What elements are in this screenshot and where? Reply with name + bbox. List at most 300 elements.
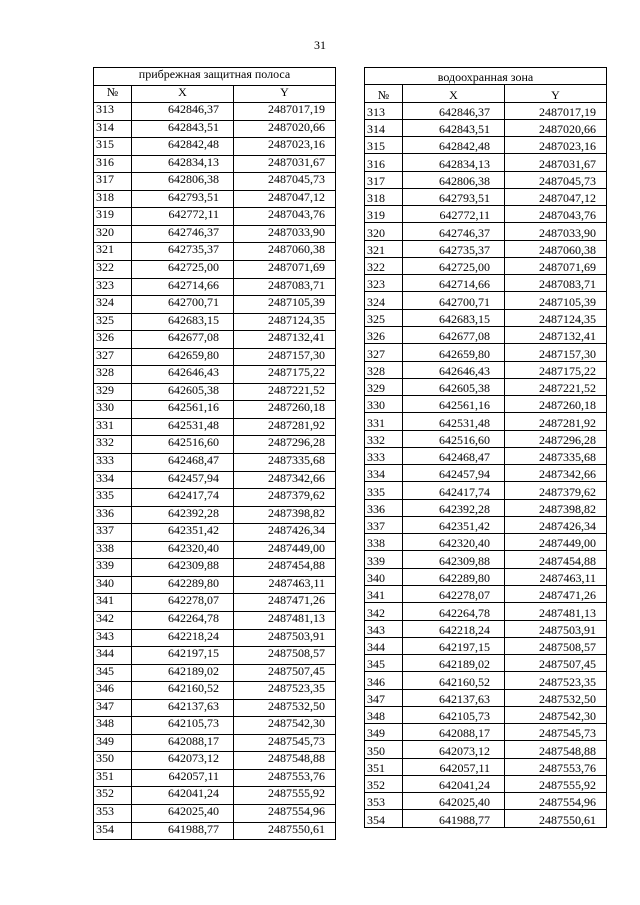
table-row (94, 401, 336, 419)
y-coordinate-cell: 2487503,91 (505, 620, 607, 637)
point-number-cell: 340 (94, 576, 132, 594)
x-coordinate-cell: 642516,60 (403, 430, 505, 447)
x-coordinate-cell: 642025,40 (403, 793, 505, 810)
table-row (365, 344, 607, 361)
y-coordinate-cell: 2487449,00 (505, 534, 607, 551)
y-coordinate-cell: 2487398,82 (505, 499, 607, 516)
point-number-cell: 343 (365, 620, 403, 637)
table-row (365, 655, 607, 672)
x-coordinate-cell: 642714,66 (132, 278, 234, 296)
table-row (94, 243, 336, 261)
column-header-num: № (365, 85, 403, 102)
point-number-cell: 315 (365, 137, 403, 154)
x-coordinate-cell: 642392,28 (403, 499, 505, 516)
table-title-row (94, 68, 336, 86)
x-coordinate-cell: 642105,73 (403, 706, 505, 723)
table-row (365, 240, 607, 257)
x-coordinate-cell: 642843,51 (403, 119, 505, 136)
point-number-cell: 314 (365, 119, 403, 136)
x-coordinate-cell: 642842,48 (132, 138, 234, 156)
y-coordinate-cell: 2487060,38 (234, 243, 336, 261)
point-number-cell: 320 (365, 223, 403, 240)
y-coordinate-cell: 2487043,76 (505, 206, 607, 223)
table-row (94, 366, 336, 384)
table-row (94, 471, 336, 489)
table-row (94, 296, 336, 314)
point-number-cell: 330 (94, 401, 132, 419)
x-coordinate-cell: 642025,40 (132, 804, 234, 822)
point-number-cell: 323 (365, 275, 403, 292)
y-coordinate-cell: 2487335,68 (234, 454, 336, 472)
table-row (365, 775, 607, 792)
y-coordinate-cell: 2487105,39 (505, 292, 607, 309)
point-number-cell: 338 (365, 534, 403, 551)
x-coordinate-cell: 642073,12 (403, 741, 505, 758)
point-number-cell: 350 (94, 752, 132, 770)
x-coordinate-cell: 642746,37 (132, 225, 234, 243)
y-coordinate-cell: 2487523,35 (505, 672, 607, 689)
x-coordinate-cell: 642289,80 (132, 576, 234, 594)
point-number-cell: 349 (94, 734, 132, 752)
x-coordinate-cell: 642417,74 (132, 489, 234, 507)
point-number-cell: 332 (94, 436, 132, 454)
point-number-cell: 332 (365, 430, 403, 447)
y-coordinate-cell: 2487124,35 (505, 309, 607, 326)
y-coordinate-cell: 2487454,88 (234, 559, 336, 577)
table-row (94, 664, 336, 682)
y-coordinate-cell: 2487105,39 (234, 296, 336, 314)
table-row (365, 672, 607, 689)
y-coordinate-cell: 2487132,41 (505, 326, 607, 343)
table-row (94, 225, 336, 243)
y-coordinate-cell: 2487296,28 (234, 436, 336, 454)
y-coordinate-cell: 2487023,16 (505, 137, 607, 154)
y-coordinate-cell: 2487426,34 (505, 516, 607, 533)
y-coordinate-cell: 2487071,69 (234, 261, 336, 279)
point-number-cell: 343 (94, 629, 132, 647)
y-coordinate-cell: 2487342,66 (505, 465, 607, 482)
y-coordinate-cell: 2487555,92 (234, 787, 336, 805)
point-number-cell: 350 (365, 741, 403, 758)
y-coordinate-cell: 2487550,61 (234, 822, 336, 840)
table-row (365, 516, 607, 533)
table-row (94, 348, 336, 366)
table-row (365, 499, 607, 516)
point-number-cell: 313 (365, 102, 403, 119)
point-number-cell: 322 (94, 261, 132, 279)
point-number-cell: 333 (365, 447, 403, 464)
table-row (94, 489, 336, 507)
x-coordinate-cell: 642714,66 (403, 275, 505, 292)
x-coordinate-cell: 641988,77 (132, 822, 234, 840)
x-coordinate-cell: 642160,52 (403, 672, 505, 689)
point-number-cell: 348 (365, 706, 403, 723)
y-coordinate-cell: 2487508,57 (505, 637, 607, 654)
y-coordinate-cell: 2487342,66 (234, 471, 336, 489)
y-coordinate-cell: 2487157,30 (234, 348, 336, 366)
x-coordinate-cell: 642772,11 (132, 208, 234, 226)
x-coordinate-cell: 642088,17 (403, 724, 505, 741)
y-coordinate-cell: 2487523,35 (234, 682, 336, 700)
point-number-cell: 347 (94, 699, 132, 717)
table-row (365, 430, 607, 447)
y-coordinate-cell: 2487542,30 (505, 706, 607, 723)
table-row (94, 682, 336, 700)
point-number-cell: 341 (94, 594, 132, 612)
table-row (365, 568, 607, 585)
table-header-row (94, 85, 336, 103)
x-coordinate-cell: 642197,15 (403, 637, 505, 654)
table-row (365, 551, 607, 568)
table-row (365, 275, 607, 292)
table-row (94, 278, 336, 296)
table-row (94, 752, 336, 770)
table-row (365, 154, 607, 171)
y-coordinate-cell: 2487047,12 (234, 190, 336, 208)
x-coordinate-cell: 642137,63 (132, 699, 234, 717)
point-number-cell: 331 (365, 413, 403, 430)
table-row (94, 524, 336, 542)
y-coordinate-cell: 2487221,52 (234, 383, 336, 401)
y-coordinate-cell: 2487532,50 (234, 699, 336, 717)
point-number-cell: 345 (94, 664, 132, 682)
table-row (365, 309, 607, 326)
point-number-cell: 328 (365, 361, 403, 378)
x-coordinate-cell: 642700,71 (132, 296, 234, 314)
table-row (94, 103, 336, 121)
column-header-x: X (403, 85, 505, 102)
y-coordinate-cell: 2487548,88 (505, 741, 607, 758)
y-coordinate-cell: 2487260,18 (234, 401, 336, 419)
point-number-cell: 322 (365, 257, 403, 274)
table-row (94, 208, 336, 226)
x-coordinate-cell: 642561,16 (403, 396, 505, 413)
x-coordinate-cell: 642806,38 (403, 171, 505, 188)
x-coordinate-cell: 642677,08 (403, 326, 505, 343)
page-number: 31 (314, 38, 326, 52)
y-coordinate-cell: 2487426,34 (234, 524, 336, 542)
x-coordinate-cell: 642309,88 (403, 551, 505, 568)
x-coordinate-cell: 642264,78 (132, 611, 234, 629)
y-coordinate-cell: 2487471,26 (234, 594, 336, 612)
y-coordinate-cell: 2487020,66 (505, 119, 607, 136)
table-row (94, 734, 336, 752)
point-number-cell: 333 (94, 454, 132, 472)
x-coordinate-cell: 642160,52 (132, 682, 234, 700)
x-coordinate-cell: 642278,07 (132, 594, 234, 612)
x-coordinate-cell: 642264,78 (403, 603, 505, 620)
point-number-cell: 321 (94, 243, 132, 261)
y-coordinate-cell: 2487281,92 (234, 418, 336, 436)
table-row (94, 313, 336, 331)
point-number-cell: 342 (365, 603, 403, 620)
y-coordinate-cell: 2487548,88 (234, 752, 336, 770)
x-coordinate-cell: 642846,37 (403, 102, 505, 119)
x-coordinate-cell: 642683,15 (132, 313, 234, 331)
x-coordinate-cell: 642516,60 (132, 436, 234, 454)
point-number-cell: 336 (365, 499, 403, 516)
point-number-cell: 334 (94, 471, 132, 489)
table-row (365, 793, 607, 810)
y-coordinate-cell: 2487031,67 (505, 154, 607, 171)
column-header-y: Y (234, 85, 336, 103)
y-coordinate-cell: 2487132,41 (234, 331, 336, 349)
x-coordinate-cell: 642646,43 (403, 361, 505, 378)
x-coordinate-cell: 642197,15 (132, 647, 234, 665)
table-row (365, 257, 607, 274)
point-number-cell: 324 (365, 292, 403, 309)
y-coordinate-cell: 2487463,11 (234, 576, 336, 594)
left-table-body (94, 68, 336, 840)
point-number-cell: 323 (94, 278, 132, 296)
table-row (94, 436, 336, 454)
point-number-cell: 337 (365, 516, 403, 533)
x-coordinate-cell: 642700,71 (403, 292, 505, 309)
y-coordinate-cell: 2487545,73 (505, 724, 607, 741)
coastal-protection-strip-table (93, 67, 336, 840)
table-row (365, 603, 607, 620)
y-coordinate-cell: 2487553,76 (505, 758, 607, 775)
x-coordinate-cell: 642041,24 (132, 787, 234, 805)
x-coordinate-cell: 642735,37 (403, 240, 505, 257)
point-number-cell: 335 (94, 489, 132, 507)
y-coordinate-cell: 2487507,45 (505, 655, 607, 672)
point-number-cell: 345 (365, 655, 403, 672)
y-coordinate-cell: 2487553,76 (234, 769, 336, 787)
y-coordinate-cell: 2487454,88 (505, 551, 607, 568)
y-coordinate-cell: 2487463,11 (505, 568, 607, 585)
y-coordinate-cell: 2487060,38 (505, 240, 607, 257)
point-number-cell: 319 (94, 208, 132, 226)
x-coordinate-cell: 642531,48 (403, 413, 505, 430)
point-number-cell: 325 (365, 309, 403, 326)
point-number-cell: 326 (94, 331, 132, 349)
table-row (365, 741, 607, 758)
point-number-cell: 341 (365, 585, 403, 602)
table-row (365, 706, 607, 723)
x-coordinate-cell: 642278,07 (403, 585, 505, 602)
table-row (94, 261, 336, 279)
x-coordinate-cell: 642189,02 (403, 655, 505, 672)
table-row (365, 758, 607, 775)
x-coordinate-cell: 642105,73 (132, 717, 234, 735)
coastal-protection-strip-table-block (93, 67, 336, 840)
x-coordinate-cell: 642725,00 (403, 257, 505, 274)
y-coordinate-cell: 2487221,52 (505, 378, 607, 395)
x-coordinate-cell: 642457,94 (403, 465, 505, 482)
table-row (365, 223, 607, 240)
table-row (365, 482, 607, 499)
table-row (94, 717, 336, 735)
point-number-cell: 331 (94, 418, 132, 436)
y-coordinate-cell: 2487043,76 (234, 208, 336, 226)
y-coordinate-cell: 2487017,19 (234, 103, 336, 121)
x-coordinate-cell: 642531,48 (132, 418, 234, 436)
x-coordinate-cell: 642659,80 (132, 348, 234, 366)
table-row (365, 171, 607, 188)
table-row (94, 629, 336, 647)
point-number-cell: 338 (94, 541, 132, 559)
table-row (365, 620, 607, 637)
x-coordinate-cell: 642683,15 (403, 309, 505, 326)
x-coordinate-cell: 642417,74 (403, 482, 505, 499)
table-row (365, 810, 607, 827)
point-number-cell: 337 (94, 524, 132, 542)
x-coordinate-cell: 642468,47 (403, 447, 505, 464)
point-number-cell: 335 (365, 482, 403, 499)
y-coordinate-cell: 2487175,22 (234, 366, 336, 384)
point-number-cell: 317 (94, 173, 132, 191)
y-coordinate-cell: 2487554,96 (505, 793, 607, 810)
x-coordinate-cell: 642772,11 (403, 206, 505, 223)
x-coordinate-cell: 642351,42 (132, 524, 234, 542)
x-coordinate-cell: 642605,38 (132, 383, 234, 401)
point-number-cell: 316 (365, 154, 403, 171)
point-number-cell: 317 (365, 171, 403, 188)
y-coordinate-cell: 2487124,35 (234, 313, 336, 331)
y-coordinate-cell: 2487033,90 (505, 223, 607, 240)
x-coordinate-cell: 642289,80 (403, 568, 505, 585)
point-number-cell: 344 (94, 647, 132, 665)
x-coordinate-cell: 642041,24 (403, 775, 505, 792)
table-row (365, 188, 607, 205)
y-coordinate-cell: 2487550,61 (505, 810, 607, 827)
x-coordinate-cell: 642605,38 (403, 378, 505, 395)
point-number-cell: 329 (365, 378, 403, 395)
table-row (94, 576, 336, 594)
point-number-cell: 330 (365, 396, 403, 413)
point-number-cell: 334 (365, 465, 403, 482)
x-coordinate-cell: 642646,43 (132, 366, 234, 384)
point-number-cell: 328 (94, 366, 132, 384)
y-coordinate-cell: 2487083,71 (505, 275, 607, 292)
x-coordinate-cell: 642834,13 (132, 155, 234, 173)
water-protection-zone-table (364, 67, 607, 828)
table-row (365, 137, 607, 154)
y-coordinate-cell: 2487017,19 (505, 102, 607, 119)
table-row (94, 155, 336, 173)
x-coordinate-cell: 642842,48 (403, 137, 505, 154)
water-protection-zone-table-block (364, 67, 607, 828)
point-number-cell: 313 (94, 103, 132, 121)
y-coordinate-cell: 2487532,50 (505, 689, 607, 706)
table-row (94, 173, 336, 191)
table-row (94, 822, 336, 840)
table-row (94, 699, 336, 717)
point-number-cell: 346 (365, 672, 403, 689)
point-number-cell: 353 (365, 793, 403, 810)
table-row (365, 447, 607, 464)
x-coordinate-cell: 642057,11 (403, 758, 505, 775)
table-row (94, 541, 336, 559)
y-coordinate-cell: 2487555,92 (505, 775, 607, 792)
column-header-y: Y (505, 85, 607, 102)
x-coordinate-cell: 642659,80 (403, 344, 505, 361)
point-number-cell: 320 (94, 225, 132, 243)
point-number-cell: 319 (365, 206, 403, 223)
x-coordinate-cell: 642392,28 (132, 506, 234, 524)
point-number-cell: 318 (94, 190, 132, 208)
table-row (365, 102, 607, 119)
x-coordinate-cell: 642834,13 (403, 154, 505, 171)
y-coordinate-cell: 2487020,66 (234, 120, 336, 138)
table-row (365, 724, 607, 741)
point-number-cell: 346 (94, 682, 132, 700)
x-coordinate-cell: 642793,51 (132, 190, 234, 208)
point-number-cell: 344 (365, 637, 403, 654)
x-coordinate-cell: 642793,51 (403, 188, 505, 205)
y-coordinate-cell: 2487045,73 (505, 171, 607, 188)
x-coordinate-cell: 642218,24 (403, 620, 505, 637)
table-row (365, 326, 607, 343)
table-row (94, 611, 336, 629)
x-coordinate-cell: 642735,37 (132, 243, 234, 261)
y-coordinate-cell: 2487083,71 (234, 278, 336, 296)
y-coordinate-cell: 2487281,92 (505, 413, 607, 430)
point-number-cell: 354 (365, 810, 403, 827)
y-coordinate-cell: 2487471,26 (505, 585, 607, 602)
table-row (365, 465, 607, 482)
point-number-cell: 321 (365, 240, 403, 257)
table-row (94, 506, 336, 524)
point-number-cell: 315 (94, 138, 132, 156)
y-coordinate-cell: 2487542,30 (234, 717, 336, 735)
y-coordinate-cell: 2487507,45 (234, 664, 336, 682)
y-coordinate-cell: 2487175,22 (505, 361, 607, 378)
y-coordinate-cell: 2487481,13 (234, 611, 336, 629)
point-number-cell: 352 (94, 787, 132, 805)
table-title: прибрежная защитная полоса (94, 68, 336, 86)
point-number-cell: 351 (94, 769, 132, 787)
point-number-cell: 339 (365, 551, 403, 568)
table-row (365, 378, 607, 395)
y-coordinate-cell: 2487554,96 (234, 804, 336, 822)
point-number-cell: 316 (94, 155, 132, 173)
y-coordinate-cell: 2487481,13 (505, 603, 607, 620)
table-row (94, 331, 336, 349)
point-number-cell: 318 (365, 188, 403, 205)
point-number-cell: 353 (94, 804, 132, 822)
point-number-cell: 336 (94, 506, 132, 524)
table-row (365, 292, 607, 309)
point-number-cell: 349 (365, 724, 403, 741)
point-number-cell: 327 (365, 344, 403, 361)
column-header-num: № (94, 85, 132, 103)
x-coordinate-cell: 642057,11 (132, 769, 234, 787)
table-row (94, 594, 336, 612)
table-row (94, 769, 336, 787)
table-row (94, 120, 336, 138)
point-number-cell: 339 (94, 559, 132, 577)
table-header-row (365, 85, 607, 102)
point-number-cell: 314 (94, 120, 132, 138)
y-coordinate-cell: 2487071,69 (505, 257, 607, 274)
table-title-row (365, 68, 607, 85)
y-coordinate-cell: 2487157,30 (505, 344, 607, 361)
x-coordinate-cell: 642189,02 (132, 664, 234, 682)
x-coordinate-cell: 642073,12 (132, 752, 234, 770)
table-row (94, 787, 336, 805)
y-coordinate-cell: 2487379,62 (505, 482, 607, 499)
table-row (94, 559, 336, 577)
table-row (365, 534, 607, 551)
x-coordinate-cell: 642468,47 (132, 454, 234, 472)
point-number-cell: 340 (365, 568, 403, 585)
y-coordinate-cell: 2487045,73 (234, 173, 336, 191)
right-table-body (365, 68, 607, 828)
y-coordinate-cell: 2487335,68 (505, 447, 607, 464)
table-row (94, 418, 336, 436)
